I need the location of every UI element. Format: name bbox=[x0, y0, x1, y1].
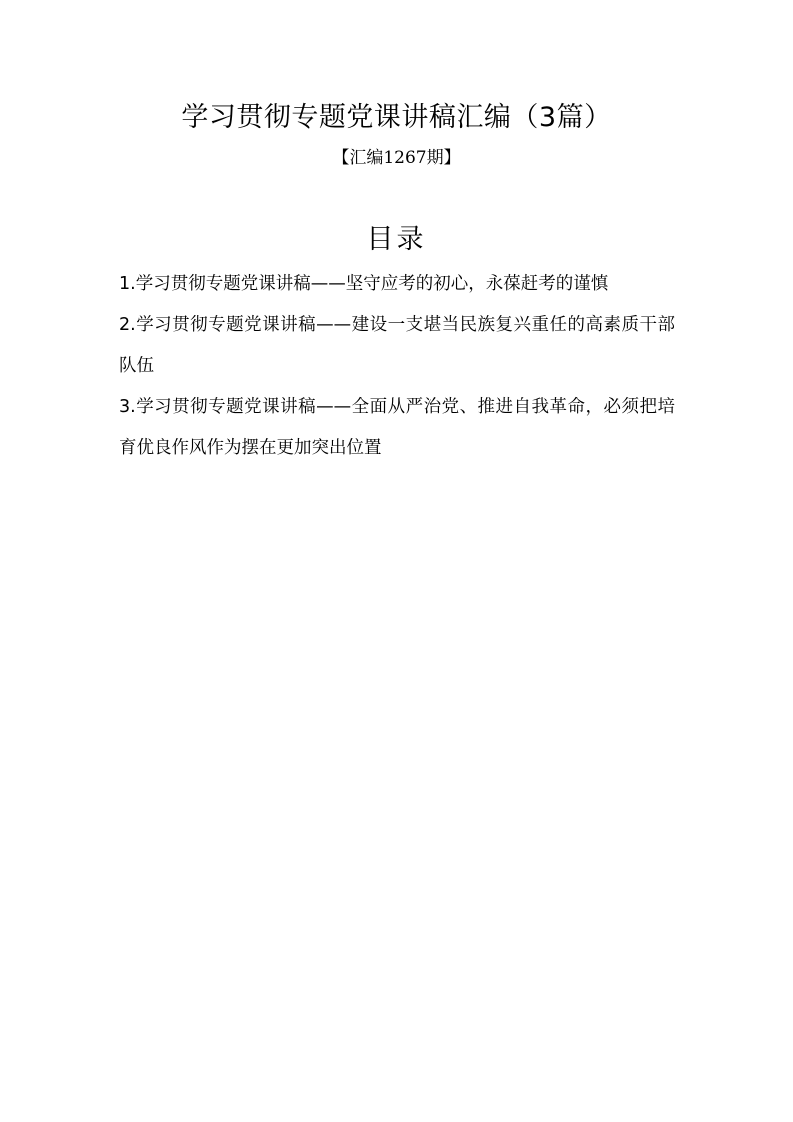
toc-heading: 目录 bbox=[366, 224, 427, 255]
toc-item-3[interactable]: 3.学习贯彻专题党课讲稿——全面从严治党、推进自我革命，必须把培育优良作风作为摆在更加突出位置 bbox=[119, 397, 675, 458]
toc-list bbox=[119, 264, 675, 469]
document-title: 学习贯彻专题党课讲稿汇编（3篇） bbox=[181, 102, 612, 133]
issue-number: 【汇编1267期】 bbox=[332, 148, 461, 168]
toc-item-2[interactable]: 2.学习贯彻专题党课讲稿——建设一支堪当民族复兴重任的高素质干部队伍 bbox=[119, 315, 675, 376]
toc-item-1[interactable]: 1.学习贯彻专题党课讲稿——坚守应考的初心，永葆赶考的谨慎 bbox=[119, 274, 609, 294]
